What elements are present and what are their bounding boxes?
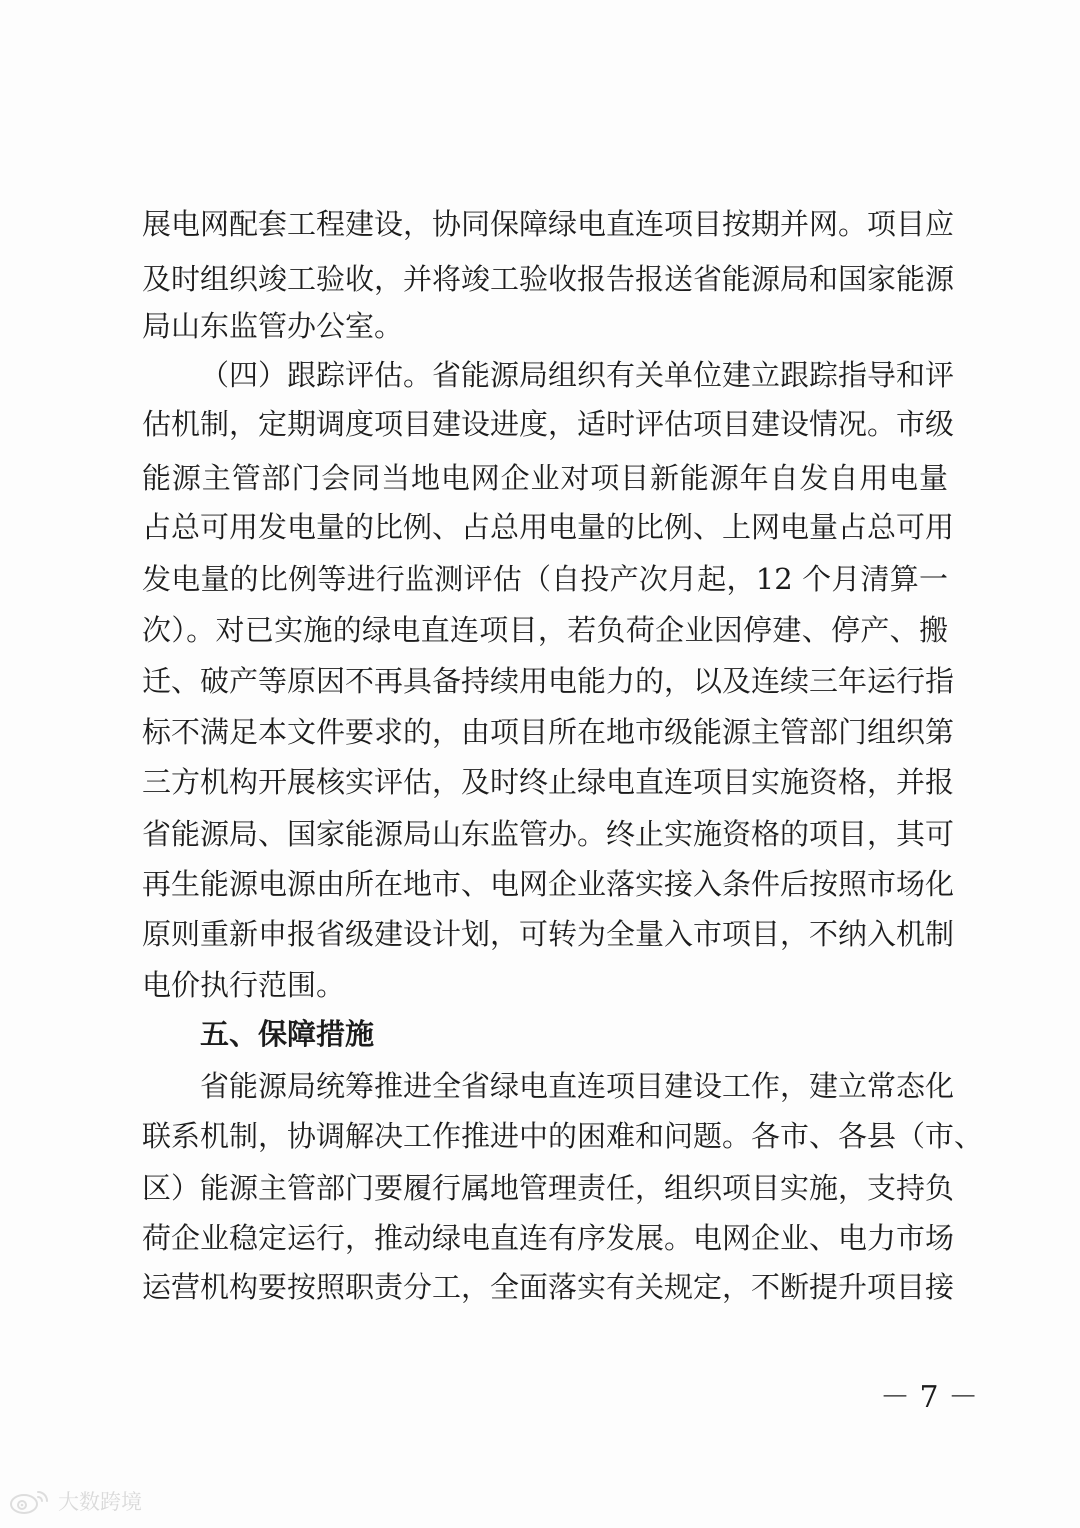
- paragraph-line: 荷企业稳定运行，推动绿电直连有序发展。电网企业、电力市场: [142, 1221, 955, 1255]
- paragraph-line: 占总可用发电量的比例、占总用电量的比例、上网电量占总可用: [142, 510, 955, 544]
- paragraph-line: 电价执行范围。: [142, 968, 346, 1002]
- paragraph-line: 及时组织竣工验收，并将竣工验收报告报送省能源局和国家能源: [142, 262, 955, 296]
- paragraph-line: 省能源局统筹推进全省绿电直连项目建设工作，建立常态化: [200, 1069, 955, 1103]
- paragraph-line: 局山东监管办公室。: [142, 309, 404, 343]
- paragraph-line: 次）。对已实施的绿电直连项目，若负荷企业因停建、停产、搬: [142, 613, 948, 647]
- paragraph-line: 估机制，定期调度项目建设进度，适时评估项目建设情况。市级: [142, 407, 955, 441]
- paragraph-line: 标不满足本文件要求的，由项目所在地市级能源主管部门组织第: [142, 715, 955, 749]
- weibo-logo-icon: [8, 1487, 52, 1515]
- paragraph-line: 运营机构要按照职责分工，全面落实有关规定，不断提升项目接: [142, 1270, 955, 1304]
- paragraph-line: 能源主管部门会同当地电网企业对项目新能源年自发自用电量: [142, 461, 948, 495]
- paragraph-line: 展电网配套工程建设，协同保障绿电直连项目按期并网。项目应: [142, 207, 955, 241]
- page-number: － 7 －: [880, 1380, 979, 1415]
- section-heading: 五、保障措施: [200, 1017, 375, 1051]
- paragraph-line: 省能源局、国家能源局山东监管办。终止实施资格的项目，其可: [142, 817, 955, 851]
- paragraph-line: 联系机制，协调解决工作推进中的困难和问题。各市、各县（市、: [142, 1119, 984, 1153]
- watermark: [8, 1486, 142, 1516]
- paragraph-line: 三方机构开展核实评估，及时终止绿电直连项目实施资格，并报: [142, 765, 955, 799]
- paragraph-line: 原则重新申报省级建设计划，可转为全量入市项目，不纳入机制: [142, 917, 955, 951]
- watermark-text: 大数跨境: [58, 1490, 142, 1514]
- paragraph-line: （四）跟踪评估。省能源局组织有关单位建立跟踪指导和评: [200, 358, 955, 392]
- paragraph-line: 再生能源电源由所在地市、电网企业落实接入条件后按照市场化: [142, 867, 955, 901]
- paragraph-line: 区）能源主管部门要履行属地管理责任，组织项目实施，支持负: [142, 1171, 955, 1205]
- paragraph-line: 发电量的比例等进行监测评估（自投产次月起，12 个月清算一: [142, 562, 948, 596]
- paragraph-line: 迁、破产等原因不再具备持续用电能力的，以及连续三年运行指: [142, 664, 955, 698]
